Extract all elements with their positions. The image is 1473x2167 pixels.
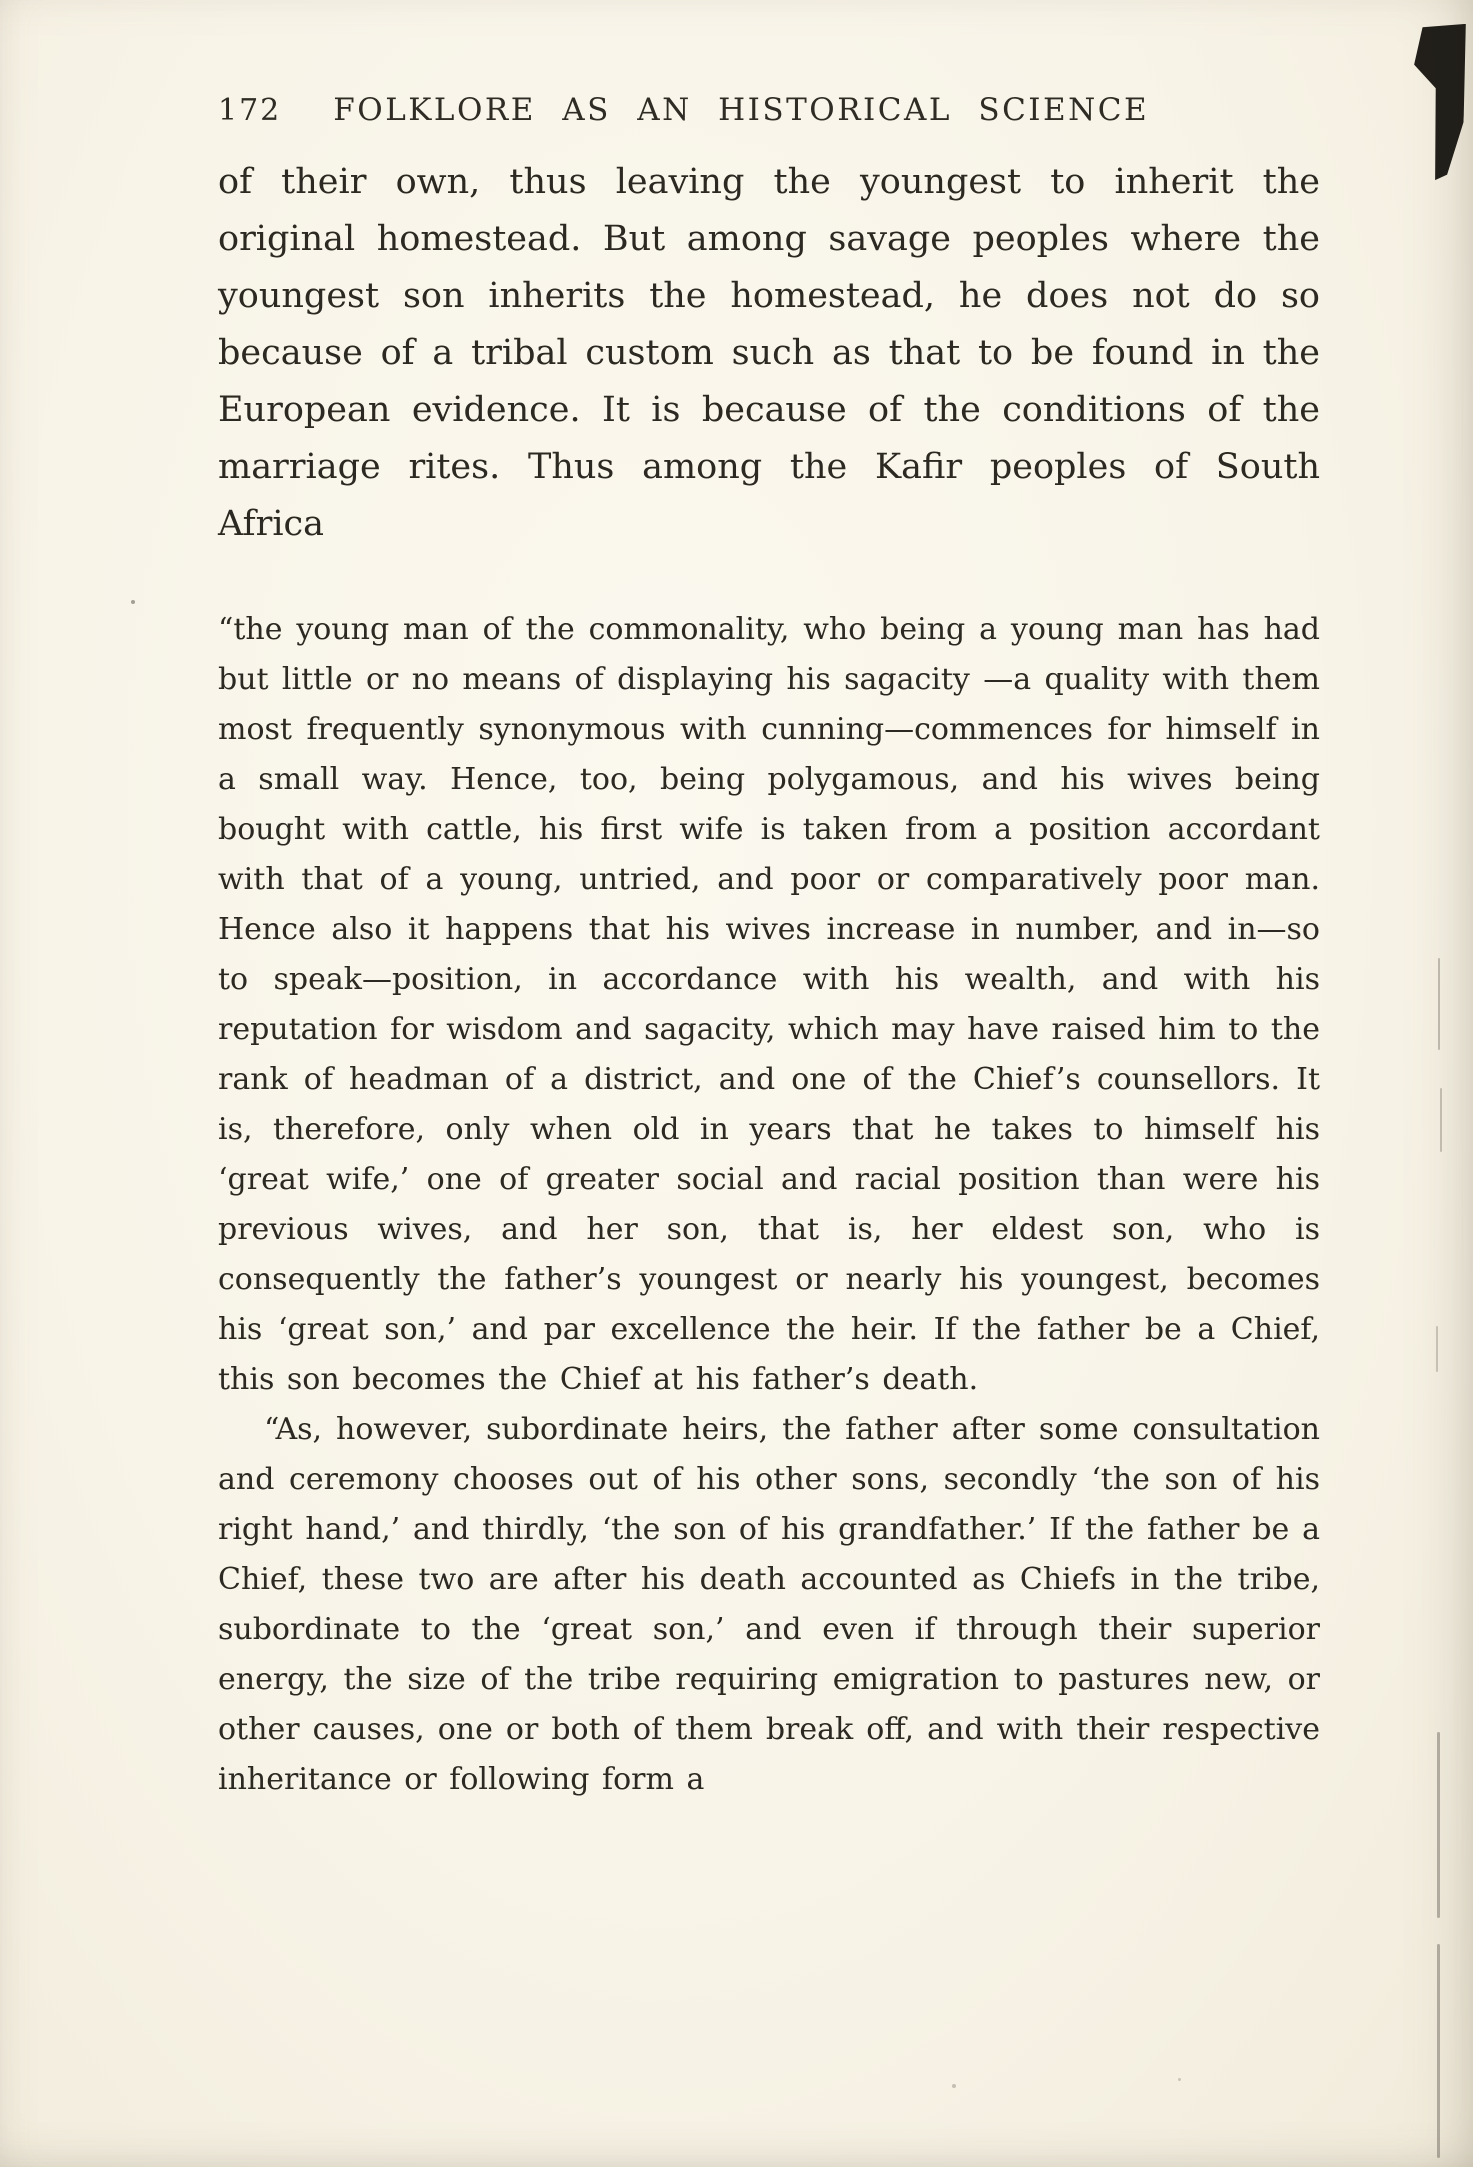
quote-paragraph-2: “As, however, subordinate heirs, the father after some consultation and ceremony chooses out of his other sons, secondly ‘the son of his right hand,’ and thirdly, ‘the son of his grandfather.’ If the father be a Chief, these two are after his death accounted as Chiefs in the tribe, subordinate to the ‘great son,’ and even if through their superior energy, the size of the tribe requiring emigration to pastures new, or other causes, one or both of them break off, and with their respective inheritance or following form a	[218, 1412, 1320, 1797]
page-content	[218, 92, 1320, 1805]
scan-edge-line	[1436, 1326, 1438, 1372]
page-body	[218, 154, 1320, 1805]
scan-corner-mark	[1402, 20, 1471, 182]
scan-edge-line	[1437, 1732, 1440, 1918]
scan-speck	[131, 600, 135, 604]
scan-edge-line	[1438, 958, 1440, 1050]
page-number: 172	[218, 93, 282, 128]
scan-edge-line	[1440, 1088, 1442, 1152]
scan-speck	[952, 2084, 956, 2088]
running-title: FOLKLORE AS AN HISTORICAL SCIENCE	[333, 92, 1150, 128]
paragraph-main: of their own, thus leaving the youngest to inherit the original homestead. But among savage peoples where the youngest son inherits the homestead, he does not do so because of a tribal custom such as that to be found in the European evidence. It is because of the conditions of the marriage rites. Thus among the Kafir peoples of South Africa	[218, 162, 1320, 544]
scan-speck	[1178, 2078, 1181, 2081]
scan-edge-line	[1437, 1944, 1440, 2158]
quote-paragraph-1: “the young man of the commonality, who being a young man has had but little or no means of displaying his sagacity —a quality with them most frequently synonymous with cunning—commences for himself in a small way. Hence, too, being polygamous, and his wives being bought with cattle, his first wife is taken from a position accordant with that of a young, untried, and poor or comparatively poor man. Hence also it happens that his wives increase in number, and in—so to speak—position, in accordance with his wealth, and with his reputation for wisdom and sagacity, which may have raised him to the rank of headman of a district, and one of the Chief’s counsellors. It is, therefore, only when old in years that he takes to himself his ‘great wife,’ one of greater social and racial position than were his previous wives, and her son, that is, her eldest son, who is consequently the father’s youngest or nearly his youngest, becomes his ‘great son,’ and par excellence the heir. If the father be a Chief, this son becomes the Chief at his father’s death.	[218, 612, 1320, 1397]
page-header	[218, 92, 1320, 128]
block-quote	[218, 605, 1320, 1805]
